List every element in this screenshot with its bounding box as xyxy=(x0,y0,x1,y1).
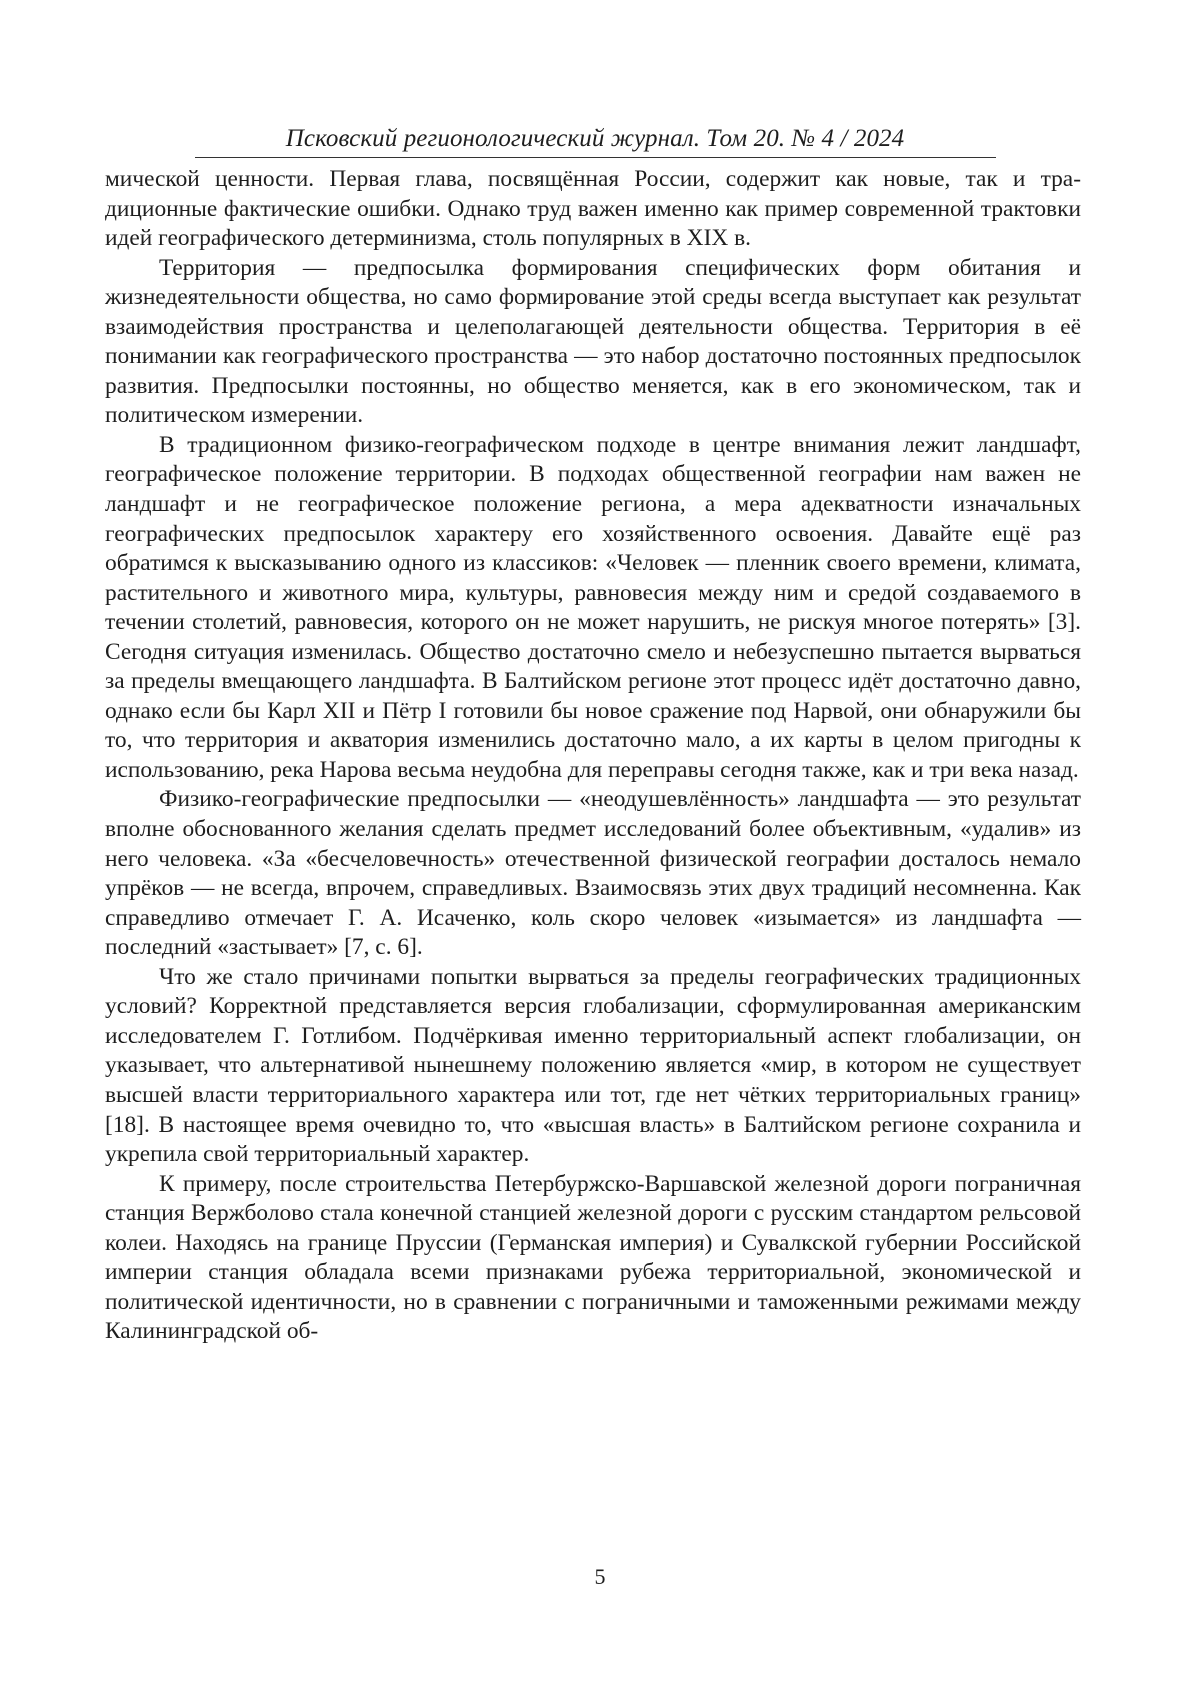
header-rule xyxy=(195,157,996,158)
paragraph: Что же стало причинами попытки вырваться за пределы географических традиционных условий? Корректной представляется версия глобализации, сформулированная американским исследователем Г. Готлибом. Подчёркивая именно территориальный аспект глобализации, он указывает, что альтернативой нынешнему положению является «мир, в котором не существует высшей власти территориального характера или тот, где нет чётких территориальных границ» [18]. В настоящее время очевидно то, что «высшая власть» в Балтийском регионе сохранила и укрепила свой территориальный характер. xyxy=(105,963,1081,1168)
running-header: Псковский регионологический журнал. Том 20. № 4 / 2024 xyxy=(285,125,905,152)
paragraph: В традиционном физико-географическом подходе в центре внимания лежит ландшафт, географическое положение территории. В подходах общественной географии нам важен не ландшафт и не географическое положение региона, а мера адекватности изначальных географических предпосылок характеру его хозяйственного освоения. Давайте ещё раз обратимся к высказыванию одного из классиков: «Человек — пленник своего времени, климата, растительного и животного мира, культуры, равновесия между ним и средой создаваемого в течении столетий, равновесия, которого он не может нарушить, не рискуя многое потерять» [3]. Сегодня ситуация изменилась. Общество достаточно смело и небезуспешно пытается вырваться за пределы вмещающего ландшафта. В Балтийском регионе этот процесс идёт достаточно давно, однако если бы Карл XII и Пётр I готовили бы новое сражение под Нарвой, они обнаружили бы то, что территория и акватория изменились достаточно мало, а их карты в целом пригодны к использованию, река Нарова весьма неудобна для переправы сегодня также, как и три века назад. xyxy=(105,431,1081,783)
paragraph: К примеру, после строительства Петербуржско-Варшавской железной дороги пограничная станция Вержболово стала конечной станцией железной дороги с русским стандартом рельсовой колеи. Находясь на границе Пруссии (Германская империя) и Сувалкской губернии Российской империи станция обладала всеми признаками рубежа территориальной, экономической и политической идентичности, но в сравнении с пограничными и таможенными режимами между Калининградской об- xyxy=(105,1170,1081,1345)
paragraph: Физико-географические предпосылки — «неодушевлённость» ландшафта — это результат вполне обоснованного желания сделать предмет исследований более объективным, «удалив» из него человека. «За «бесчеловечность» отечественной физической географии досталось немало упрёков — не всегда, впрочем, справедливых. Взаимосвязь этих двух традиций несомненна. Как справедливо отмечает Г. А. Исаченко, коль скоро человек «изымается» из ландшафта — последний «застывает» [7, с. 6]. xyxy=(105,786,1081,961)
paragraph: мической ценности. Первая глава, посвящённая России, содержит как новые, так и традиционные фактические ошибки. Однако труд важен именно как пример современной трактовки идей географического детерминизма, столь популярных в XIX в. xyxy=(105,166,1081,252)
article-body xyxy=(105,165,1081,1347)
paragraph: Территория — предпосылка формирования специфических форм обитания и жизнедеятельности общества, но само формирование этой среды всегда выступает как результат взаимодействия пространства и целеполагающей деятельности общества. Территория в её понимании как географического пространства — это набор достаточно постоянных предпосылок развития. Предпосылки постоянны, но общество меняется, как в его экономическом, так и политическом измерении. xyxy=(105,254,1081,429)
page-number: 5 xyxy=(594,1564,606,1589)
